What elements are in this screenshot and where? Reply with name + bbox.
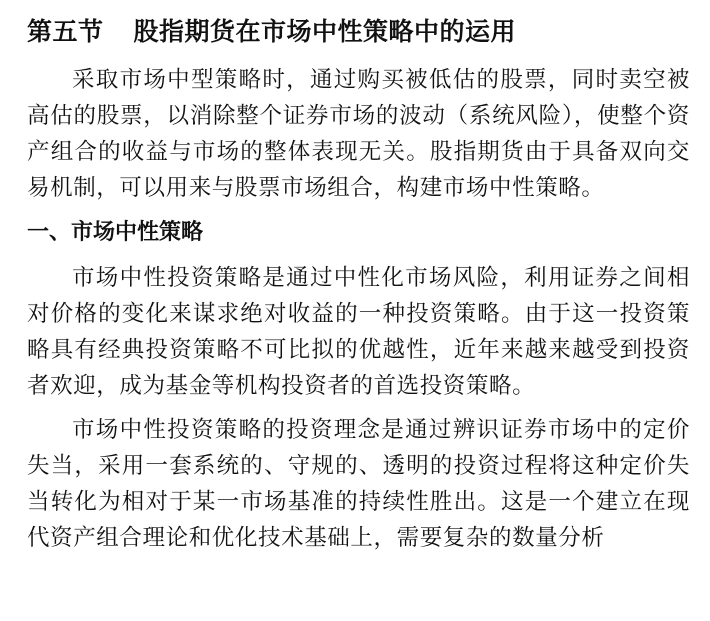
intro-paragraph: 采取市场中型策略时，通过购买被低估的股票，同时卖空被高估的股票，以消除整个证券市场的波动（系统风险），使整个资产组合的收益与市场的整体表现无关。股指期货由于具备双向交易机制，可以用来与股票市场组合，构建市场中性策略。	[27, 67, 690, 201]
section-number: 第五节	[27, 17, 104, 46]
subsection-heading: 一、市场中性策略	[27, 220, 204, 245]
section-title	[27, 14, 690, 50]
section-title-text: 股指期货在市场中性策略中的运用	[133, 17, 517, 46]
body-paragraph-2: 市场中性投资策略的投资理念是通过辨识证券市场中的定价失当，采用一套系统的、守规的、透明的投资过程将这种定价失当转化为相对于某一市场基准的持续性胜出。这是一个建立在现代资产组合理论和优化技术基础上，需要复杂的数量分析	[27, 417, 690, 551]
body-paragraph-1: 市场中性投资策略是通过中性化市场风险，利用证券之间相对价格的变化来谋求绝对收益的一种投资策略。由于这一投资策略具有经典投资策略不可比拟的优越性，近年来越来越受到投资者欢迎，成为基金等机构投资者的首选投资策略。	[27, 265, 690, 399]
